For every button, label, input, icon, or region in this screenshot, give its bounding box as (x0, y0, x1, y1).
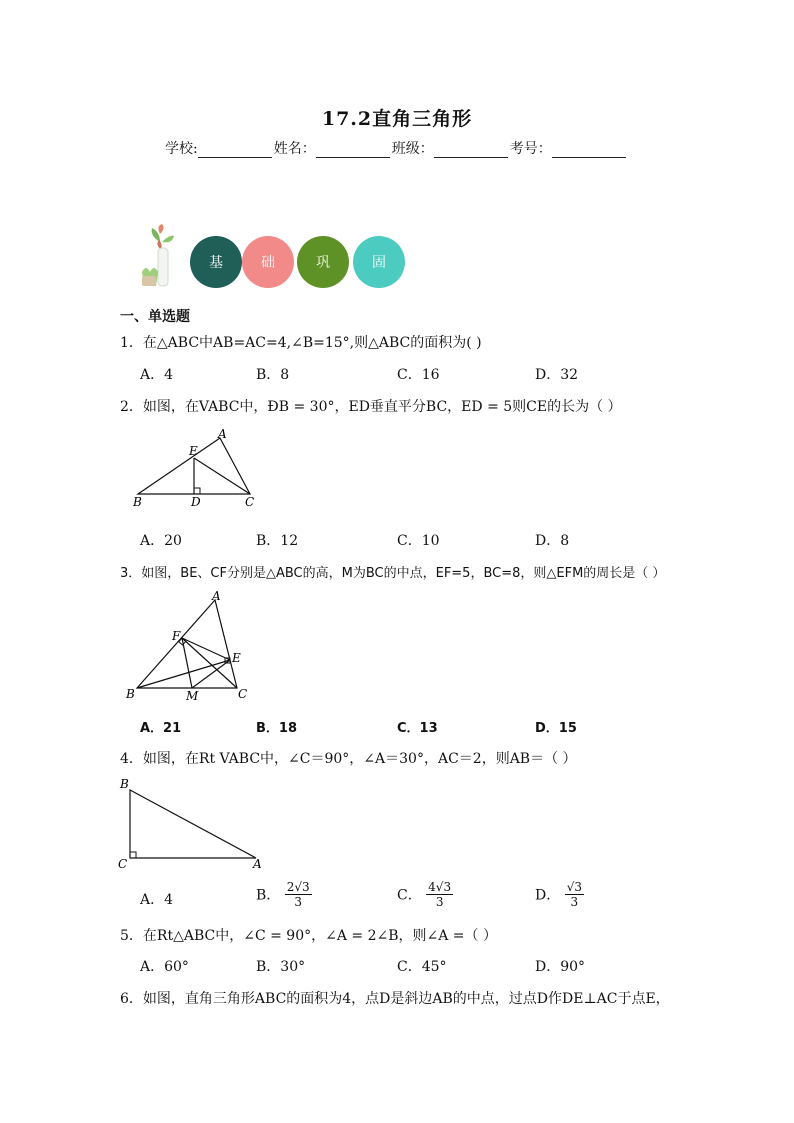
q2-label-e: E (189, 444, 198, 458)
q1-option-b: B．8 (256, 367, 290, 383)
question-3: 3．如图，BE、CF分别是△ABC的高，M为BC的中点，EF=5，BC=8，则△EFM的周长是（ ） (120, 566, 666, 581)
number-blank (552, 142, 626, 158)
school-label: 学校: (165, 141, 198, 157)
q3-label-a: A (212, 589, 221, 603)
q1-option-d: D．32 (535, 367, 579, 383)
q2-label-d: D (191, 495, 201, 509)
badge-circle-2: 础 (242, 236, 294, 288)
q4-label-a: A (253, 857, 262, 871)
q5-option-a: A．60° (140, 959, 189, 975)
q3-label-f: F (172, 629, 181, 643)
question-4: 4．如图，在Rt VABC中，∠C＝90°，∠A＝30°，AC＝2，则AB＝（ ） (120, 751, 577, 767)
q1-option-c: C．16 (397, 367, 440, 383)
q2-option-b: B．12 (256, 533, 299, 549)
q2-label-c: C (245, 495, 255, 509)
q4-option-b-fraction: $\frac{2√3}{3}$ (286, 880, 310, 909)
q4-option-d-fraction: $\frac{√3}{3}$ (566, 880, 582, 909)
q2-option-c: C．10 (397, 533, 440, 549)
q2-label-a: A (218, 428, 227, 441)
q4-figure (116, 776, 266, 872)
badge-circle-4: 固 (353, 236, 405, 288)
q2-figure (130, 428, 260, 510)
q4-option-c: C． $\frac{4√3}{3}$ (397, 880, 452, 909)
question-6: 6．如图，直角三角形ABC的面积为4，点D是斜边AB的中点，过点D作DE⊥AC于点E， (120, 991, 670, 1007)
q3-label-e: E (232, 651, 241, 665)
class-blank (434, 142, 508, 158)
page-title: 17.2直角三角形 (321, 108, 473, 130)
q4-option-a: A．4 (140, 892, 174, 908)
q3-figure (122, 588, 257, 706)
question-5: 5．在Rt△ABC中，∠C = 90°，∠A = 2∠B，则∠A =（ ） (120, 928, 497, 944)
q2-option-d: D．8 (535, 533, 570, 549)
badge-circle-1: 基 (190, 236, 242, 288)
q3-option-b: B．18 (256, 721, 297, 736)
plant-vase-icon (138, 222, 186, 290)
badge-circle-3: 巩 (297, 236, 349, 288)
section-heading: 一、单选题 (120, 309, 190, 325)
q1-option-a: A．4 (140, 367, 174, 383)
name-blank (316, 142, 390, 158)
student-info-line (165, 138, 628, 158)
q4-option-b: B． $\frac{2√3}{3}$ (256, 880, 310, 909)
q4-option-d: D． $\frac{√3}{3}$ (535, 880, 582, 909)
q5-option-c: C．45° (397, 959, 447, 975)
name-label: 姓名： (273, 141, 316, 157)
q4-label-b: B (120, 777, 129, 791)
q3-option-a: A．21 (140, 721, 182, 736)
q3-label-c: C (238, 687, 248, 701)
question-2: 2．如图，在VABC中，ÐB = 30°，ED垂直平分BC，ED = 5则CE的长为（ ） (120, 399, 622, 415)
class-label: 班级： (391, 141, 434, 157)
q4-option-c-fraction: $\frac{4√3}{3}$ (428, 880, 452, 909)
number-label: 考号： (509, 141, 552, 157)
q5-option-d: D．90° (535, 959, 586, 975)
school-blank (198, 142, 272, 158)
q2-option-a: A．20 (140, 533, 182, 549)
q3-option-c: C．13 (397, 721, 438, 736)
q3-label-b: B (126, 687, 135, 701)
q3-label-m: M (186, 689, 199, 703)
question-1: 1．在△ABC中AB=AC=4,∠B=15°,则△ABC的面积为( ) (120, 335, 482, 351)
q2-label-b: B (133, 495, 142, 509)
q5-option-b: B．30° (256, 959, 306, 975)
q3-option-d: D．15 (535, 721, 577, 736)
q4-label-c: C (118, 857, 128, 871)
